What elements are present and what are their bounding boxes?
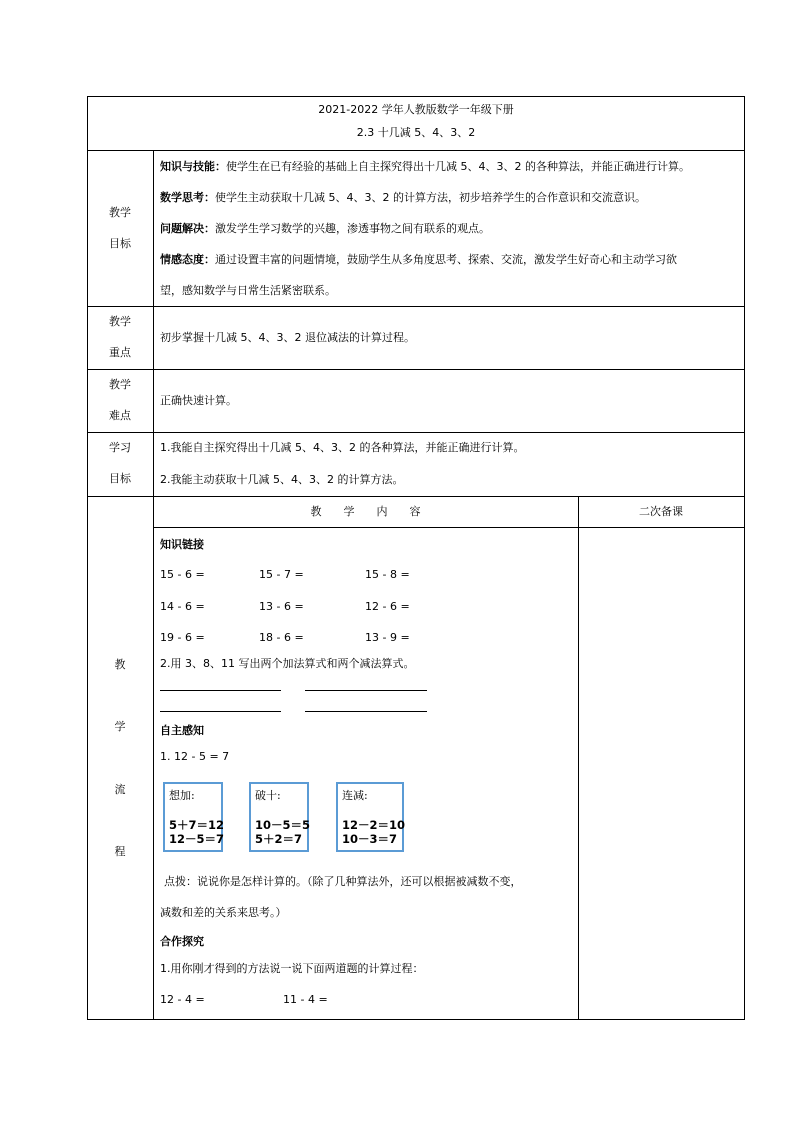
flow-side-char: 教 [114,658,126,671]
content-column-header: 教 学 内 容 [310,505,421,518]
goal-text: 使学生主动获取十几减 5、4、3、2 的计算方法，初步培养学生的合作意识和交流意识。 [215,191,646,204]
exercise: 13 - 6 = [259,600,304,613]
key-text: 初步掌握十几减 5、4、3、2 退位减法的计算过程。 [160,331,415,344]
row-divider [87,432,745,433]
goal-head: 问题解决： [160,222,215,235]
goal-item [160,222,490,236]
row-divider [87,369,745,370]
goal-head: 知识与技能： [160,160,226,173]
notes-column-header: 二次备课 [639,505,683,518]
method-line: 12－5＝7 [169,832,225,846]
difficulty-label-1: 教学 [109,378,131,391]
goal-text-cont: 望，感知数学与日常生活紧密联系。 [160,284,336,297]
method-line: 5＋2＝7 [255,832,303,846]
hint-line-1: 点拨：说说你是怎样计算的。（除了几种算法外，还可以根据被减数不变， [164,875,522,888]
table-border-top [87,96,745,97]
difficulty-text: 正确快速计算。 [160,394,237,407]
answer-blank [305,711,427,712]
goal-item [160,160,690,174]
flow-side-char: 流 [114,783,126,796]
goal-head: 情感态度： [160,253,215,266]
method-label: 破十: [255,789,281,802]
task-2: 2.用 3、8、11 写出两个加法算式和两个减法算式。 [160,657,415,670]
method-box-think-addition [163,782,223,852]
goal-head: 数学思考： [160,191,215,204]
coop-question: 1.用你刚才得到的方法说一说下面两道题的计算过程： [160,962,424,975]
goal-item [160,253,677,267]
exercise: 15 - 7 = [259,568,304,581]
key-label-2: 重点 [109,346,131,359]
exercise: 12 - 4 = [160,993,205,1006]
method-box-break-ten [249,782,309,852]
method-line: 10－3＝7 [342,832,398,846]
section-title-cooperation: 合作探究 [160,935,204,948]
table-border-right [744,96,745,1020]
difficulty-label-2: 难点 [109,409,131,422]
goal-item [160,191,646,205]
self-question: 1. 12 - 5 = 7 [160,750,230,763]
goals-label-1: 教学 [109,206,131,219]
method-line: 10－5＝5 [255,818,311,832]
learning-item: 2.我能主动获取十几减 5、4、3、2 的计算方法。 [160,473,404,486]
learning-label-1: 学习 [109,441,131,454]
goals-label-2: 目标 [109,237,131,250]
method-label: 连减: [342,789,368,802]
exercise: 12 - 6 = [365,600,410,613]
table-border-left [87,96,88,1020]
method-line: 5＋7＝12 [169,818,225,832]
goal-text: 激发学生学习数学的兴趣，渗透事物之间有联系的观点。 [215,222,490,235]
hint-line-2: 减数和差的关系来思考。） [160,906,287,919]
row-divider [87,496,745,497]
row-divider [153,527,745,528]
exercise: 15 - 6 = [160,568,205,581]
learning-item: 1.我能自主探究得出十几减 5、4、3、2 的各种算法，并能正确进行计算。 [160,441,525,454]
answer-blank [160,690,281,691]
answer-blank [160,711,281,712]
method-label: 想加: [169,789,195,802]
flow-side-char: 学 [114,720,126,733]
answer-blank [305,690,427,691]
goal-text: 通过设置丰富的问题情境，鼓励学生从多角度思考、探索、交流，激发学生好奇心和主动学习欲 [215,253,677,266]
col-divider-notes [578,496,579,1020]
lesson-title: 2.3 十几减 5、4、3、2 [356,126,476,139]
key-label-1: 教学 [109,315,131,328]
exercise: 13 - 9 = [365,631,410,644]
method-box-consecutive-subtraction [336,782,404,852]
method-line: 12－2＝10 [342,818,406,832]
exercise: 19 - 6 = [160,631,205,644]
col-divider [153,150,154,1020]
goal-text: 使学生在已有经验的基础上自主探究得出十几减 5、4、3、2 的各种算法，并能正确进行计算。 [226,160,690,173]
exercise: 18 - 6 = [259,631,304,644]
exercise: 11 - 4 = [283,993,328,1006]
exercise: 14 - 6 = [160,600,205,613]
flow-side-char: 程 [114,845,126,858]
table-border-bottom [87,1019,745,1020]
exercise: 15 - 8 = [365,568,410,581]
section-title-self-perception: 自主感知 [160,724,204,737]
row-divider [87,306,745,307]
document-title: 2021-2022 学年人教版数学一年级下册 [318,103,514,116]
row-divider [87,150,745,151]
section-title-knowledge-link: 知识链接 [160,538,204,551]
learning-label-2: 目标 [109,472,131,485]
